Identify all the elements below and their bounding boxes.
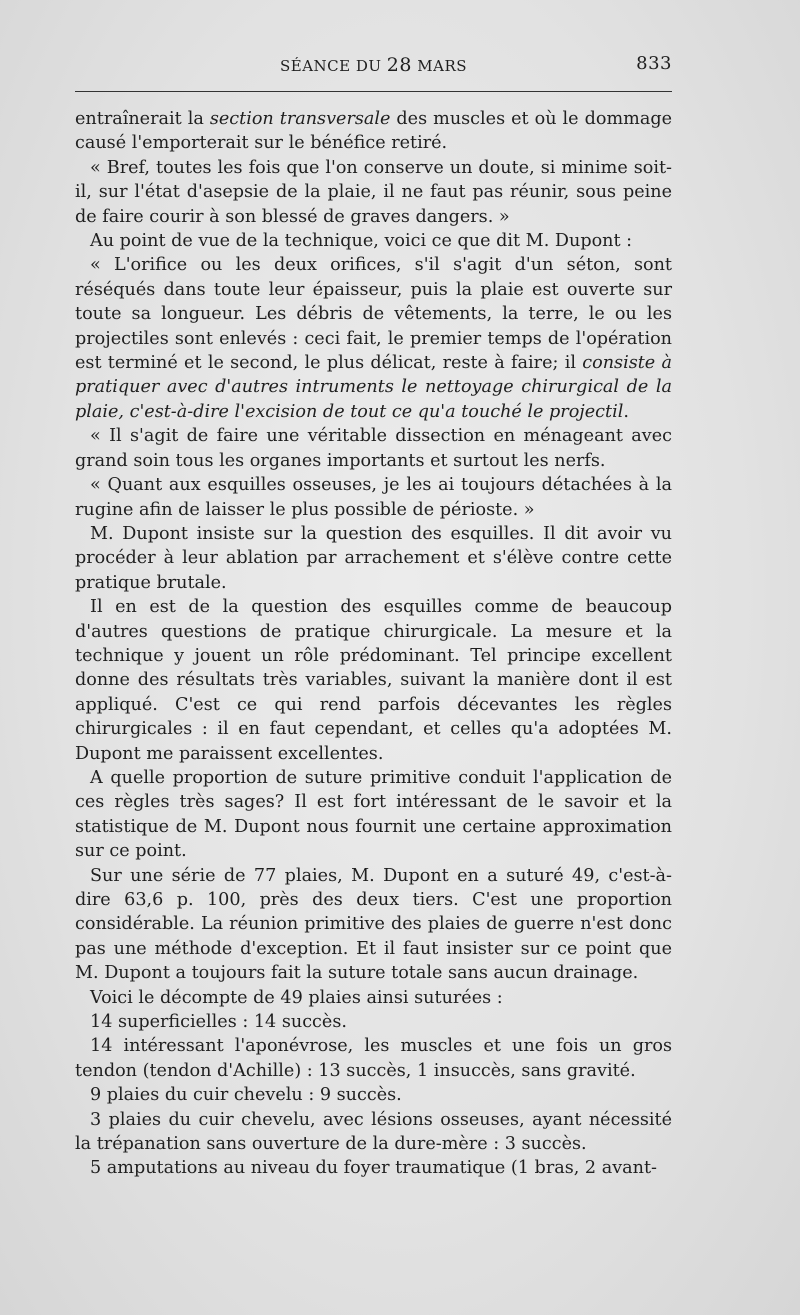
- italic-run: consiste à pratiquer avec d'autres intruments le nettoyage chirurgical de la plaie, c'est-à-dire l'excision de tout ce qu'a touché le projectil: [75, 353, 672, 422]
- paragraph: [75, 1083, 672, 1107]
- header-title-pre: SÉANCE DU: [279, 57, 387, 75]
- paragraph: [75, 1010, 672, 1034]
- text-run: « Il s'agit de faire une véritable dissection en ménageant avec grand soin tous les organes importants et surtout les nerfs.: [75, 426, 672, 471]
- header-title-post: MARS: [411, 57, 468, 75]
- text-run: 14 superficielles : 14 succès.: [90, 1012, 347, 1033]
- paragraph: [75, 1034, 672, 1083]
- text-run: Voici le décompte de 49 plaies ainsi suturées :: [90, 987, 503, 1008]
- text-run: A quelle proportion de suture primitive conduit l'application de ces règles très sages? Il est fort intéressant de le savoir et la statistique de M. Dupont nous fournit une certaine approximation sur ce point.: [75, 767, 672, 862]
- page-number: 833: [636, 53, 672, 74]
- text-run: 3 plaies du cuir chevelu, avec lésions osseuses, ayant nécessité la trépanation sans ouverture de la dure-mère : 3 succès.: [75, 1109, 672, 1155]
- text-run: Il en est de la question des esquilles comme de beaucoup d'autres questions de pratique chirurgicale. La mesure et la technique y jouent un rôle prédominant. Tel principe excellent donne des résultats très variables, suivant la manière dont il est appliqué. C'est ce qui rend parfois décevantes les règles chirurgicales : il en faut cependant, et celles qu'a adoptées M. Dupont me paraissent excellentes.: [75, 597, 672, 764]
- paragraph: [75, 986, 672, 1010]
- text-run: entraînerait la: [75, 109, 210, 129]
- text-run: 9 plaies du cuir chevelu : 9 succès.: [90, 1085, 402, 1106]
- paragraph: [75, 766, 672, 864]
- running-header: [75, 54, 672, 80]
- paragraph: [75, 1156, 672, 1180]
- text-run: des muscles et où le dommage causé l'emporterait sur le bénéfice retiré.: [75, 109, 672, 154]
- text-run: 5 amputations au niveau du foyer traumatique (1 bras, 2 avant-: [90, 1158, 657, 1179]
- text-run: « Bref, toutes les fois que l'on conserve un doute, si minime soit-il, sur l'état d'asepsie de la plaie, il ne faut pas réunir, sous peine de faire courir à son blessé de graves dangers. »: [75, 157, 672, 227]
- text-run: « L'orifice ou les deux orifices, s'il s'agit d'un séton, sont réséqués dans toute leur épaisseur, puis la plaie est ouverte sur toute sa longueur. Les débris de vêtements, la terre, le ou les projectiles sont enlevés : ceci fait, le premier temps de l'opération est terminé et le second, le plus délicat, reste à faire; il: [75, 255, 672, 374]
- paragraph: [75, 424, 672, 473]
- body-text: [75, 107, 672, 1181]
- text-run: Sur une série de 77 plaies, M. Dupont en a suturé 49, c'est-à-dire 63,6 p. 100, près des deux tiers. C'est une proportion considérable. La réunion primitive des plaies de guerre n'est donc pas une méthode d'exception. Et il faut insister sur ce point que M. Dupont a toujours fait la suture totale sans aucun drainage.: [75, 865, 672, 984]
- paragraph: [75, 229, 672, 253]
- paragraph: [75, 864, 672, 986]
- text-run: 14 intéressant l'aponévrose, les muscles et une fois un gros tendon (tendon d'Achille) : 13 succès, 1 insuccès, sans gravité.: [75, 1036, 672, 1081]
- paragraph: [75, 1108, 672, 1157]
- header-rule: [75, 91, 672, 92]
- text-run: .: [623, 401, 629, 422]
- paragraph: [75, 522, 672, 595]
- paragraph: [75, 595, 672, 766]
- header-title: [75, 54, 672, 76]
- paragraph: [75, 156, 672, 229]
- paragraph: [75, 107, 672, 156]
- text-run: Au point de vue de la technique, voici ce que dit M. Dupont :: [90, 231, 633, 252]
- text-run: « Quant aux esquilles osseuses, je les ai toujours détachées à la rugine afin de laisser le plus possible de périoste. »: [75, 475, 672, 520]
- paragraph: [75, 473, 672, 522]
- paragraph: [75, 253, 672, 424]
- italic-run: section transversale: [209, 109, 391, 129]
- text-run: M. Dupont insiste sur la question des esquilles. Il dit avoir vu procéder à leur ablation par arrachement et s'élève contre cette pratique brutale.: [75, 523, 672, 593]
- header-title-day: 28: [386, 54, 412, 76]
